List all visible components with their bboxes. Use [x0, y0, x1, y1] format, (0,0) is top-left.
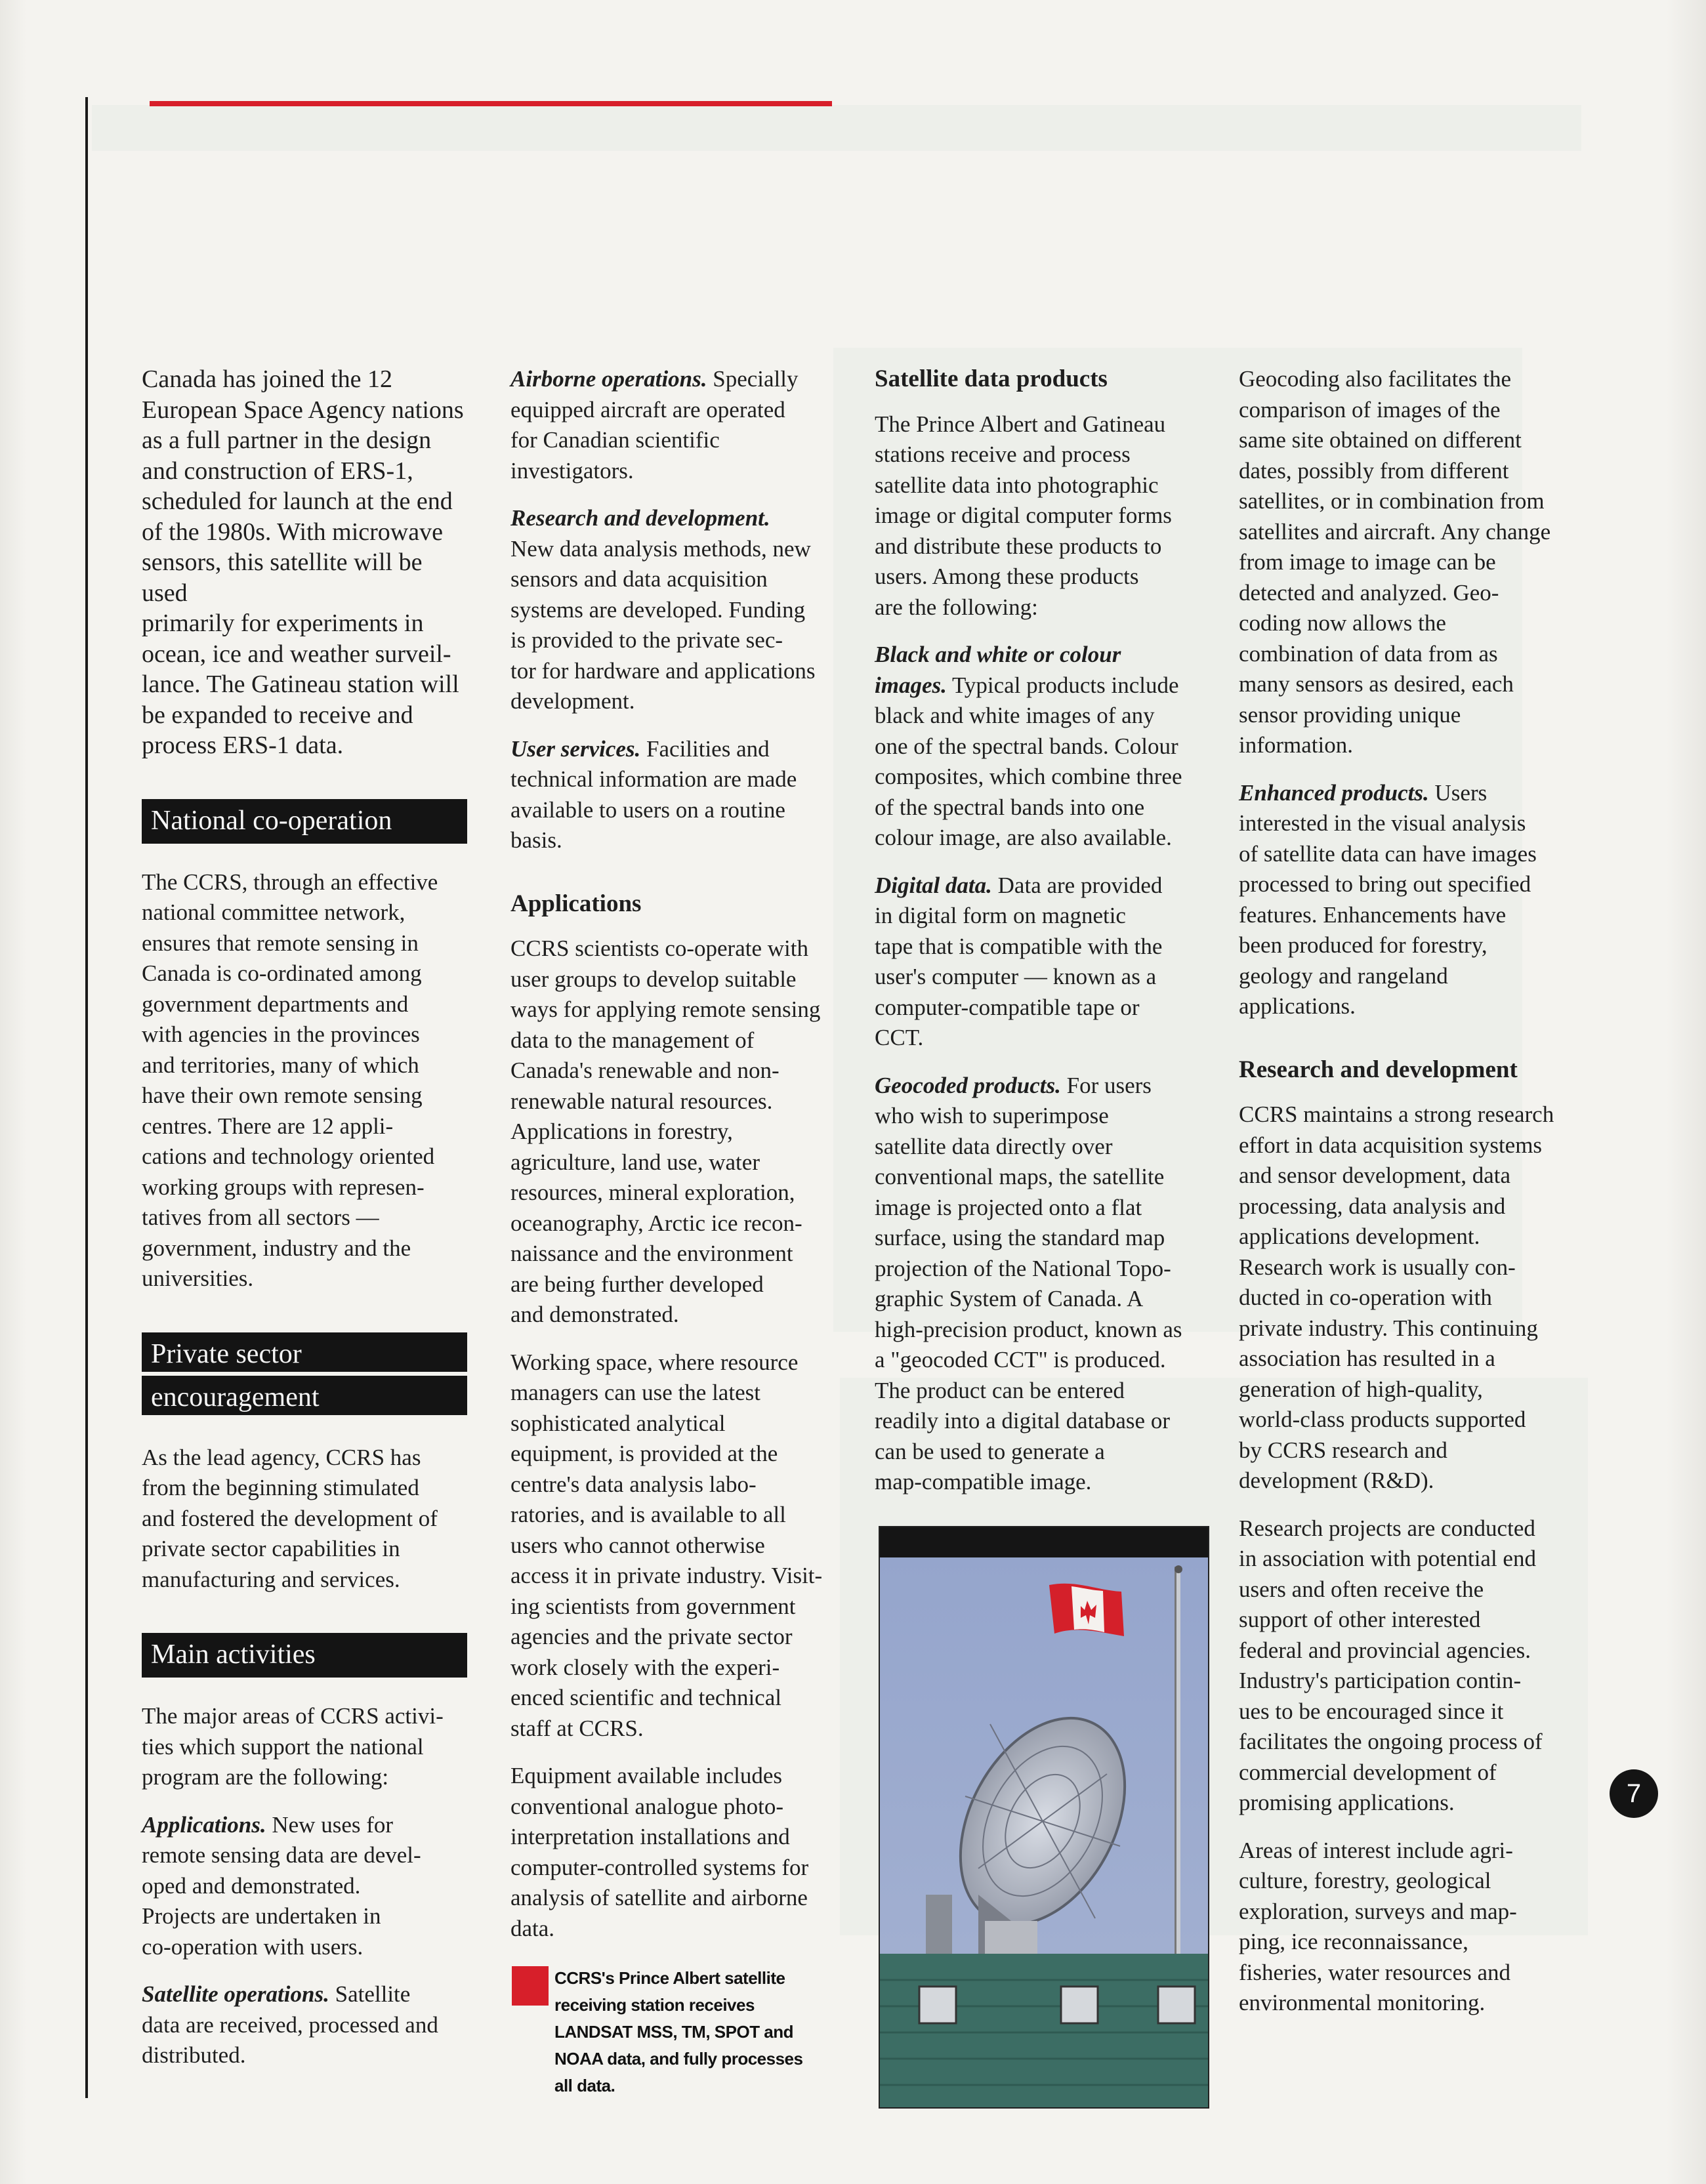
applications-term: Applications.: [142, 1811, 266, 1838]
photo-caption: CCRS's Prince Albert satellite receiving station receives LANDSAT MSS, TM, SPOT and NOAA data, and fully processes all data.: [554, 1968, 803, 2095]
satellite-data-products-intro: The Prince Albert and Gatineau stations receive and process satellite data into photographic image or digital computer forms and distribute these products to users. Among these products are the following:: [875, 411, 1172, 620]
airborne-term: Airborne operations.: [510, 366, 707, 392]
enhanced-products-text: Users interested in the visual analysis of satellite data can have images processed to bring out specified features. Enhancements have been produced for forestry, geology and rangeland applications.: [1239, 779, 1537, 1019]
digital-data-item: [875, 871, 1203, 1054]
national-cooperation-heading: National co-operation: [142, 799, 467, 844]
research-paragraph-3: Areas of interest include agri- culture, forestry, geological exploration, surveys and map- ping, ice reconnaissance, fisheries, water resources and environmental monitoring.: [1239, 1837, 1517, 2015]
research-development-heading: Research and development: [1239, 1056, 1518, 1083]
bw-colour-item: [875, 640, 1203, 854]
page-number-badge: 7: [1610, 1769, 1658, 1818]
satellite-station-photo: [879, 1526, 1209, 2109]
column-2: [510, 364, 839, 1961]
intro-paragraph: Canada has joined the 12 European Space Agency nations as a full partner in the design and construction of ERS-1, scheduled for launch at the end of the 1980s. With microwave sensors, this satellite will be used primarily for experiments in ocean, ice and weather surveil- lance. The Gatineau station will be expanded to receive and process ERS-1 data.: [142, 365, 464, 759]
research-paragraph-2: Research projects are conducted in association with potential end users and often receive the support of other interested federal and provincial agencies. Industry's participation contin- ues to be encouraged since it facilitates the ongoing process of commercial development of promising applications.: [1239, 1515, 1543, 1815]
satellite-operations-item: [142, 1979, 470, 2071]
applications-paragraph-1: CCRS scientists co-operate with user groups to develop suitable ways for applying remote sensing data to the management of Canada's renewable and non- renewable natural resources. Applications in forestry, agriculture, land use, water resources, mineral exploration, oceanography, Arctic ice recon- naissance and the environment are being further developed and demonstrated.: [510, 936, 821, 1327]
national-cooperation-text: The CCRS, through an effective national committee network, ensures that remote sensing in Canada is co-ordinated among government departments and with agencies in the provinces and territories, many of which have their own remote sensing centres. There are 12 appli- cations and technology oriented working groups with represen- tatives from all sectors — government, industry and the universities.: [142, 869, 438, 1291]
user-services-text: Facilities and technical information are made available to users on a routine basis.: [510, 735, 797, 853]
research-term: Research and development.: [510, 505, 770, 531]
applications-paragraph-2: Working space, where resource managers can use the latest sophisticated analytical equipment, is provided at the centre's data analysis labo- ratories, and is available to all users who cannot otherwise access it in private industry. Visit- ing scientists from government agencies and the private sector work closely with the experi- enced scientific and technical staff at CCRS.: [510, 1349, 823, 1741]
enhanced-products-item: [1239, 778, 1567, 1022]
research-paragraph-1: CCRS maintains a strong research effort in data acquisition systems and sensor development, data processing, data analysis and applications development. Research work is usually con- ducted in co-operation with private industry. This continuing association has resulted in a generation of high-quality, world-class products supported by CCRS research and development (R&D).: [1239, 1102, 1554, 1493]
enhanced-products-term: Enhanced products.: [1239, 779, 1429, 806]
show-through-block-top: [92, 105, 1581, 151]
research-item: [510, 503, 839, 717]
applications-item: [142, 1810, 470, 1963]
research-text: New data analysis methods, new sensors and data acquisition systems are developed. Funding is provided to the private sec- tor for hardware and applications development.: [510, 535, 816, 714]
bw-colour-text: Typical products include black and white images of any one of the spectral bands. Colour composites, which combine three of the spectral bands into one colour image, are also available.: [875, 672, 1182, 850]
applications-text: New uses for remote sensing data are devel- oped and demonstrated. Projects are undertaken in co-operation with users.: [142, 1811, 421, 1960]
column-1: [142, 364, 470, 2088]
satellite-data-products-heading: Satellite data products: [875, 365, 1108, 392]
airborne-text: Specially equipped aircraft are operated for Canadian scientific investigators.: [510, 366, 799, 484]
left-margin-rule: [85, 97, 88, 2098]
satellite-operations-term: Satellite operations.: [142, 1981, 329, 2007]
geocoded-item: [875, 1071, 1203, 1498]
satellite-operations-text: Satellite data are received, processed and distributed.: [142, 1981, 438, 2068]
applications-paragraph-3: Equipment available includes conventional analogue photo- interpretation installations and computer-controlled systems for analysis of satellite and airborne data.: [510, 1763, 809, 1941]
column-4: [1239, 364, 1567, 2036]
building: [880, 1954, 1208, 2107]
main-activities-text: The major areas of CCRS activi- ties which support the national program are the following:: [142, 1703, 444, 1790]
column-3: [875, 364, 1203, 1515]
main-activities-heading: Main activities: [142, 1633, 467, 1678]
top-red-rule: [150, 101, 832, 106]
applications-heading: Applications: [510, 890, 642, 917]
private-sector-text: As the lead agency, CCRS has from the beginning stimulated and fostered the development of private sector capabilities in manufacturing and services.: [142, 1444, 438, 1592]
digital-data-term: Digital data.: [875, 872, 992, 898]
airborne-item: [510, 364, 839, 486]
private-sector-heading: Private sector encouragement: [142, 1332, 467, 1419]
user-services-item: [510, 734, 839, 856]
geocoded-term: Geocoded products.: [875, 1072, 1061, 1098]
digital-data-text: Data are provided in digital form on magnetic tape that is compatible with the user's computer — known as a computer-compatible tape or CCT.: [875, 872, 1163, 1050]
bw-colour-term: Black and white or colour images.: [875, 642, 1121, 698]
user-services-term: User services.: [510, 735, 641, 762]
geocoded-text: For users who wish to superimpose satellite data directly over conventional maps, the satellite image is projected onto a flat surface, using the standard map projection of the National Topo- graphic System of Canada. A high-precision product, known as a "geocoded CCT" is produced. The product can be entered readily into a digital database or can be used to generate a map-compatible image.: [875, 1072, 1182, 1494]
canada-flag-icon: [1049, 1584, 1124, 1636]
caption-red-square: [512, 1966, 549, 2006]
geocoding-paragraph: Geocoding also facilitates the comparison of images of the same site obtained on different dates, possibly from different satellites, or in combination from satellites and aircraft. Any change from image to image can be detected and analyzed. Geo- coding now allows the combination of data from as many sensors as desired, each sensor providing unique information.: [1239, 366, 1551, 758]
